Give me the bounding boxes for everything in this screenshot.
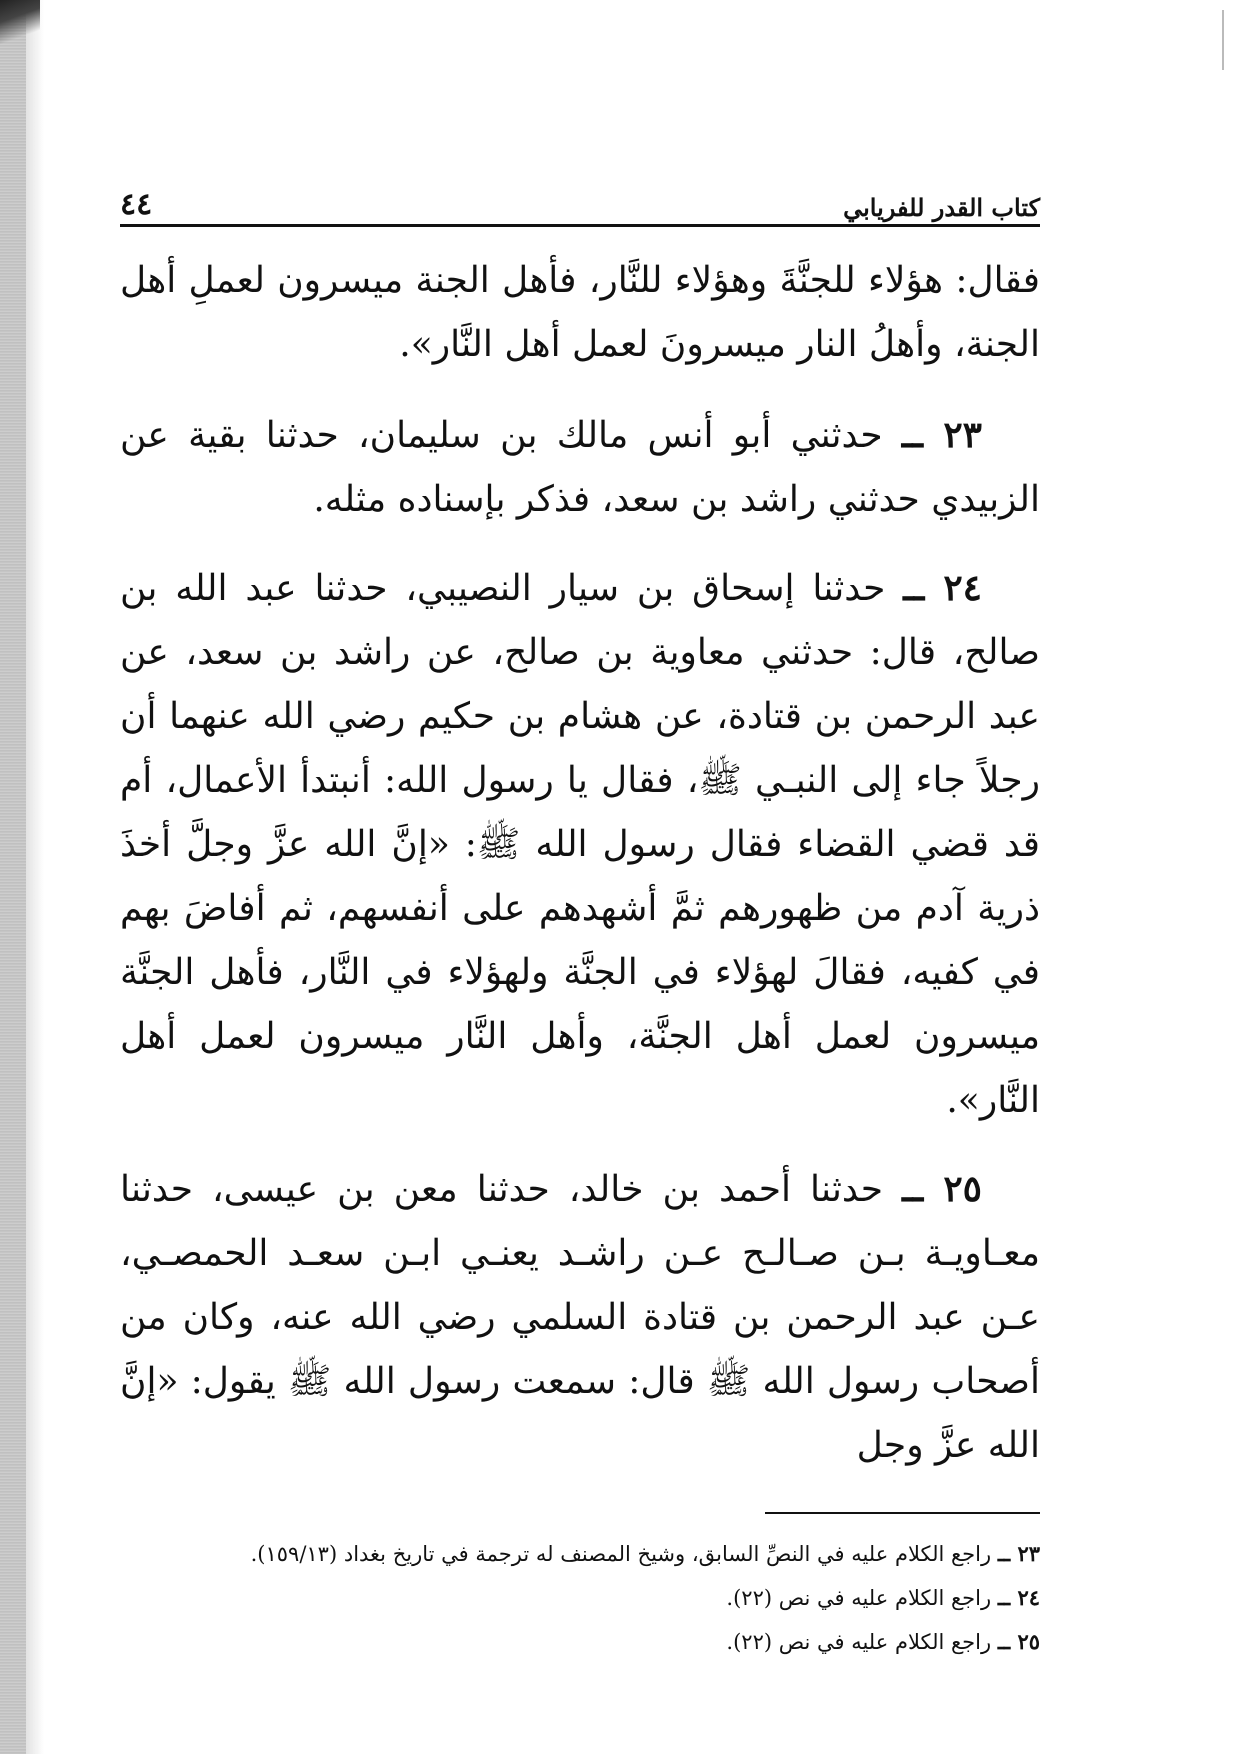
- hadith-number: ٢٣ ــ: [901, 414, 982, 456]
- footnote-rule: [765, 1512, 1040, 1514]
- footnote-text: راجع الكلام عليه في نص (٢٢).: [726, 1630, 992, 1654]
- hadith-24: [120, 556, 1040, 1133]
- hadith-23: [120, 403, 1040, 532]
- footnote-23: [120, 1534, 1040, 1574]
- body-text: [120, 249, 1040, 1478]
- hadith-25: [120, 1157, 1040, 1478]
- scan-edge-mark: [1222, 10, 1224, 70]
- paragraph-text: حدثنا أحمد بن خالد، حدثنا معن بن عيسى، حدثنا معـاويـة بـن صـالـح عـن راشـد يعنـي ابـن سعـد الحمصـي، عـن عبد الرحمن بن قتادة السلمي رضي الله عنه، وكان من أصحاب رسول الله ﷺ قال: سمعت رسول الله ﷺ يقول: «إنَّ الله عزَّ وجل: [120, 1169, 1040, 1466]
- footnote-25: [120, 1622, 1040, 1662]
- footnote-number: ٢٥ ــ: [997, 1629, 1040, 1654]
- footnote-number: ٢٣ ــ: [997, 1541, 1040, 1566]
- paragraph-text: فقال: هؤلاء للجنَّةَ وهؤلاء للنَّار، فأهل الجنة ميسرون لعملِ أهل الجنة، وأهلُ النار ميسرونَ لعمل أهل النَّار».: [120, 260, 1040, 365]
- footnote-text: راجع الكلام عليه في النصِّ السابق، وشيخ المصنف له ترجمة في تاريخ بغداد (١٥٩/١٣).: [250, 1542, 992, 1566]
- page-header: [120, 170, 1040, 222]
- footnotes: [120, 1534, 1040, 1662]
- paragraph-text: حدثني أبو أنس مالك بن سليمان، حدثنا بقية عن الزبيدي حدثني راشد بن سعد، فذكر بإسناده مثله.: [120, 415, 1040, 520]
- hadith-number: ٢٤ ــ: [903, 567, 982, 609]
- scan-corner-mark: [0, 0, 40, 60]
- binding-shadow: [0, 0, 26, 1754]
- paragraph-text: حدثنا إسحاق بن سيار النصيبي، حدثنا عبد الله بن صالح، قال: حدثني معاوية بن صالح، عن راشد بن سعد، عن عبد الرحمن بن قتادة، عن هشام بن حكيم رضي الله عنهما أن رجلاً جاء إلى النبـي ﷺ، فقال يا رسول الله: أنبتدأ الأعمال، أم قد قضي القضاء فقال رسول الله ﷺ: «إنَّ الله عزَّ وجلَّ أخذَ ذرية آدم من ظهورهم ثمَّ أشهدهم على أنفسهم، ثم أفاضَ بهم في كفيه، فقالَ لهؤلاء في الجنَّة ولهؤلاء في النَّار، فأهل الجنَّة ميسرون لعمل أهل الجنَّة، وأهل النَّار ميسرون لعمل أهل النَّار».: [120, 568, 1041, 1121]
- running-title: كتاب القدر للفريابي: [843, 193, 1040, 222]
- footnote-number: ٢٤ ــ: [997, 1585, 1040, 1610]
- footnote-text: راجع الكلام عليه في نص (٢٢).: [726, 1586, 992, 1610]
- page-number: ٤٤: [120, 187, 153, 222]
- footnote-24: [120, 1578, 1040, 1618]
- paragraph-continuation: [120, 249, 1040, 377]
- book-page: [120, 170, 1040, 1666]
- hadith-number: ٢٥ ــ: [902, 1168, 982, 1210]
- header-rule: [120, 224, 1040, 227]
